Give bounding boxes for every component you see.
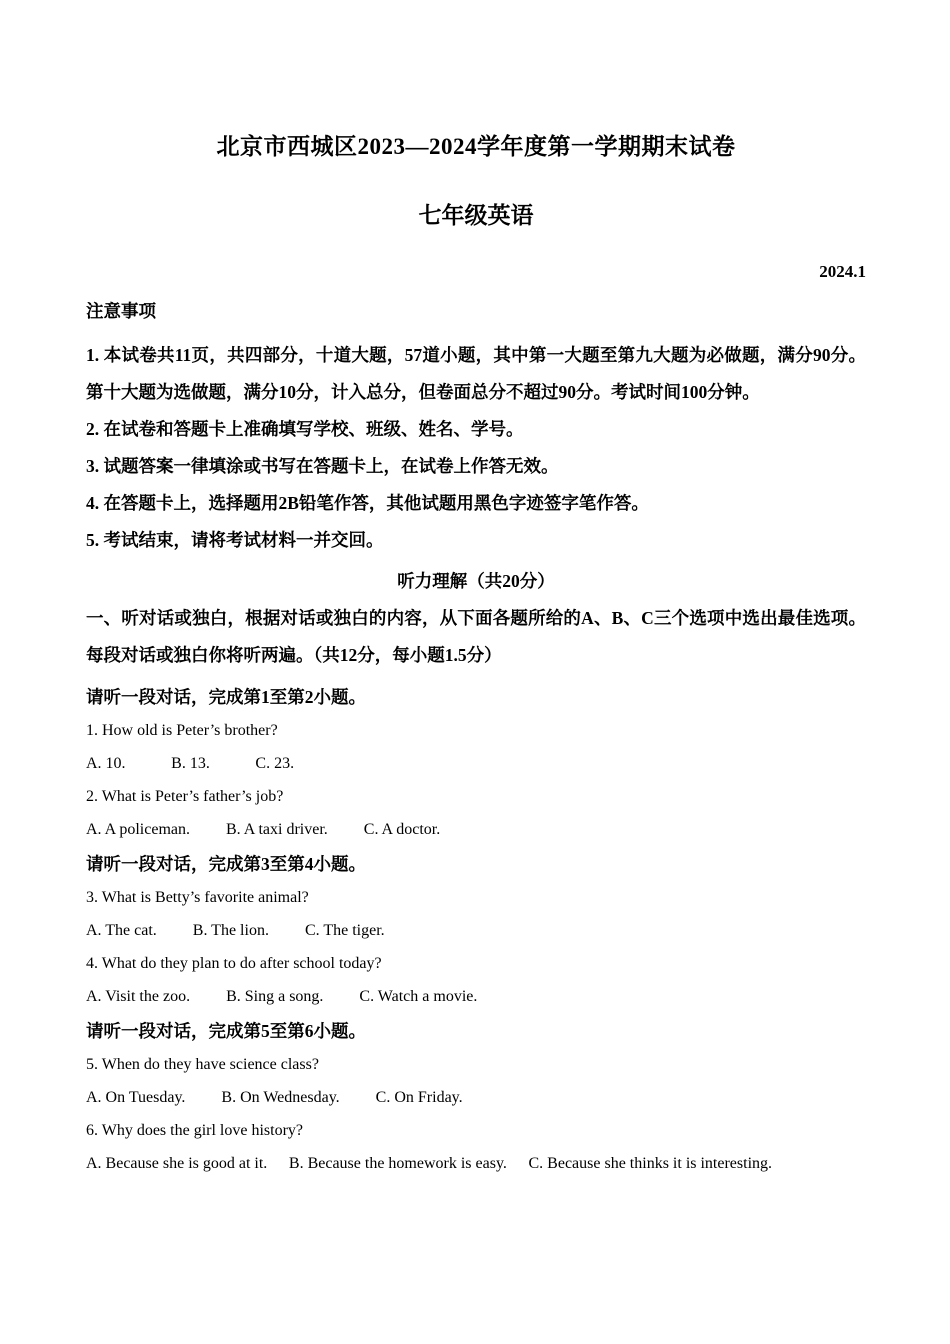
dialogue-1-instruction: 请听一段对话，完成第1至第2小题。 bbox=[86, 687, 366, 707]
question-3-option-c: C. The tiger. bbox=[304, 922, 385, 939]
question-2-option-c: C. A doctor. bbox=[363, 821, 441, 838]
exam-date: 2024.1 bbox=[819, 262, 866, 281]
dialogue-3-instruction: 请听一段对话，完成第5至第6小题。 bbox=[86, 1021, 366, 1041]
question-5-text: 5. When do they have science class? bbox=[86, 1056, 319, 1073]
note-item-4: 4. 在答题卡上，选择题用2B铅笔作答，其他试题用黑色字迹签字笔作答。 bbox=[86, 493, 649, 513]
question-1-option-b: B. 13. bbox=[171, 755, 210, 772]
question-3-text: 3. What is Betty’s favorite animal? bbox=[86, 889, 309, 906]
question-4-text: 4. What do they plan to do after school today? bbox=[86, 955, 382, 972]
question-6-option-c: C. Because she thinks it is interesting. bbox=[528, 1155, 773, 1172]
listening-section-title: 听力理解（共20分） bbox=[397, 571, 555, 591]
question-2-text: 2. What is Peter’s father’s job? bbox=[86, 788, 284, 805]
question-4-option-c: C. Watch a movie. bbox=[359, 988, 478, 1005]
paper-subtitle: 七年级英语 bbox=[418, 203, 534, 228]
question-5-option-c: C. On Friday. bbox=[375, 1089, 463, 1106]
part-one-intro: 一、听对话或独白，根据对话或独白的内容，从下面各题所给的A、B、C三个选项中选出最佳选项。每段对话或独白你将听两遍。（共12分，每小题1.5分） bbox=[86, 608, 866, 665]
question-2-option-b: B. A taxi driver. bbox=[225, 821, 328, 838]
question-6-option-a: A. Because she is good at it. bbox=[86, 1155, 268, 1172]
question-4-option-a: A. Visit the zoo. bbox=[86, 988, 191, 1005]
question-6-option-b: B. Because the homework is easy. bbox=[288, 1155, 507, 1172]
paper-title: 北京市西城区2023—2024学年度第一学期期末试卷 bbox=[216, 134, 736, 159]
question-6-options bbox=[86, 1153, 866, 1175]
note-item-5: 5. 考试结束，请将考试材料一并交回。 bbox=[86, 530, 384, 550]
question-2-option-a: A. A policeman. bbox=[86, 821, 190, 838]
question-5-option-a: A. On Tuesday. bbox=[86, 1089, 186, 1106]
question-4-options bbox=[86, 986, 866, 1008]
question-3-option-b: B. The lion. bbox=[192, 922, 269, 939]
question-5-option-b: B. On Wednesday. bbox=[221, 1089, 340, 1106]
question-6-text: 6. Why does the girl love history? bbox=[86, 1122, 303, 1139]
question-4-option-b: B. Sing a song. bbox=[226, 988, 324, 1005]
question-1-options bbox=[86, 753, 866, 775]
question-3-option-a: A. The cat. bbox=[86, 922, 157, 939]
notes-heading: 注意事项 bbox=[86, 301, 156, 321]
note-item-1: 1. 本试卷共11页，共四部分，十道大题，57道小题，其中第一大题至第九大题为必做题，满分90分。第十大题为选做题，满分10分，计入总分，但卷面总分不超过90分。考试时间100分钟。 bbox=[86, 345, 866, 402]
dialogue-2-instruction: 请听一段对话，完成第3至第4小题。 bbox=[86, 854, 366, 874]
question-5-options bbox=[86, 1087, 866, 1109]
question-1-option-c: C. 23. bbox=[255, 755, 295, 772]
question-2-options bbox=[86, 819, 866, 841]
note-item-3: 3. 试题答案一律填涂或书写在答题卡上，在试卷上作答无效。 bbox=[86, 456, 559, 476]
question-3-options bbox=[86, 920, 866, 942]
question-1-option-a: A. 10. bbox=[86, 755, 126, 772]
note-item-2: 2. 在试卷和答题卡上准确填写学校、班级、姓名、学号。 bbox=[86, 419, 524, 439]
question-1-text: 1. How old is Peter’s brother? bbox=[86, 722, 278, 739]
